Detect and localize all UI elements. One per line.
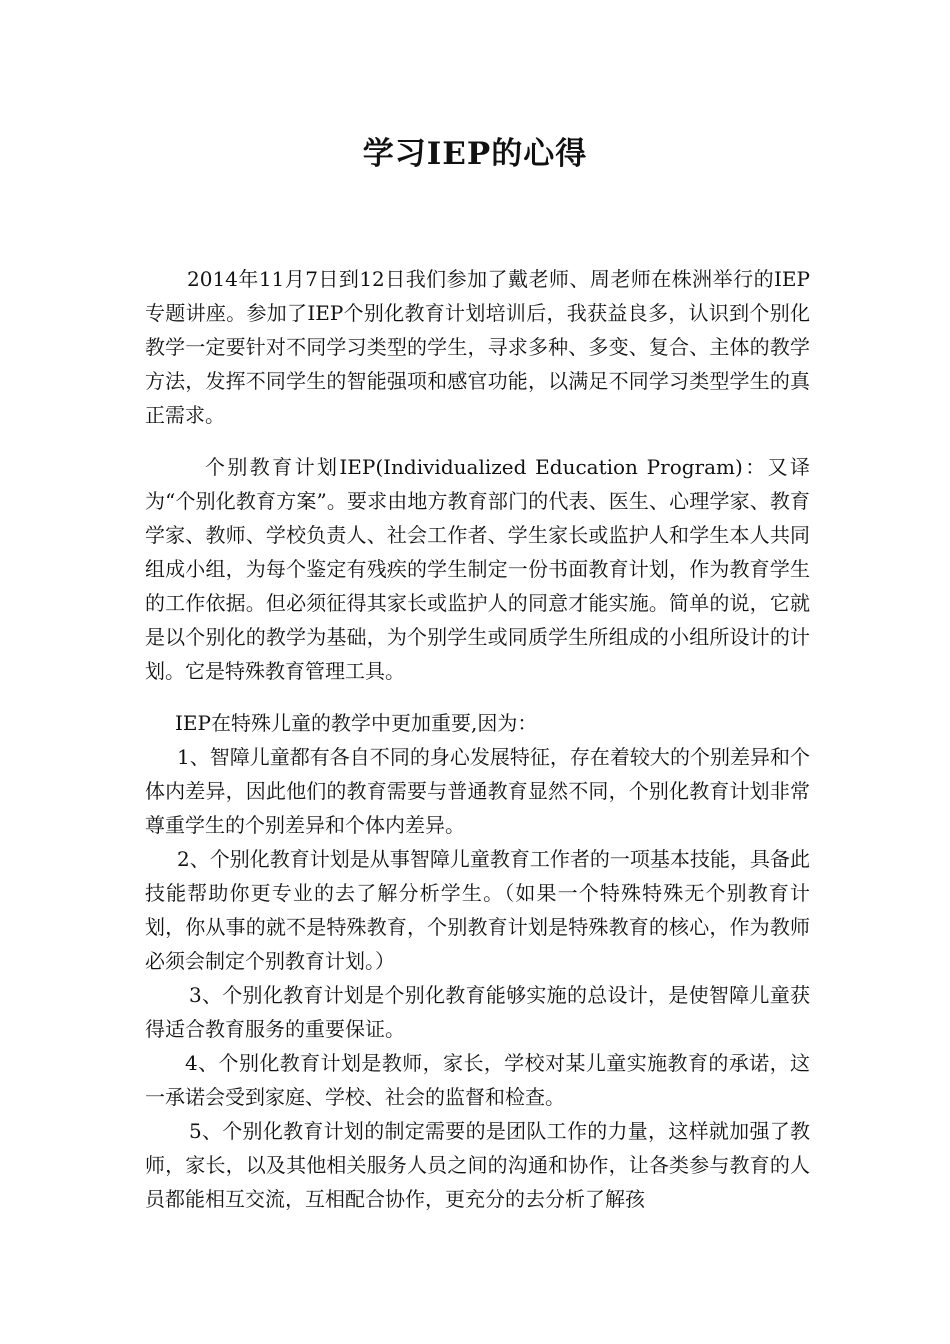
list-item: 2、个别化教育计划是从事智障儿童教育工作者的一项基本技能，具备此技能帮助你更专业的去了解分析学生。（如果一个特殊特殊无个别教育计划，你从事的就不是特殊教育，个别教育计划是特殊教育的核心，作为教师必须会制定个别教育计划。） (145, 847, 810, 973)
document-body (145, 262, 810, 1216)
paragraph-intro: 2014年11月7日到12日我们参加了戴老师、周老师在株洲举行的IEP专题讲座。参加了IEP个别化教育计划培训后，我获益良多，认识到个别化教学一定要针对不同学习类型的学生，寻求多种、多变、复合、主体的教学方法，发挥不同学生的智能强项和感官功能，以满足不同学习类型学生的真正需求。 (145, 267, 810, 427)
list-item: 3、个别化教育计划是个别化教育能够实施的总设计，是使智障儿童获得适合教育服务的重要保证。 (145, 983, 810, 1041)
list-item: 4、个别化教育计划是教师，家长，学校对某儿童实施教育的承诺，这一承诺会受到家庭、学校、社会的监督和检查。 (145, 1051, 810, 1109)
list-item: 1、智障儿童都有各自不同的身心发展特征，存在着较大的个别差异和个体内差异，因此他们的教育需要与普通教育显然不同，个别化教育计划非常尊重学生的个别差异和个体内差异。 (145, 745, 810, 837)
list-item: 5、个别化教育计划的制定需要的是团队工作的力量，这样就加强了教师，家长，以及其他相关服务人员之间的沟通和协作，让各类参与教育的人员都能相互交流，互相配合协作，更充分的去分析了解孩 (145, 1119, 810, 1211)
paragraph-importance-heading: IEP在特殊儿童的教学中更加重要,因为： (175, 711, 538, 735)
paragraph-definition: 个别教育计划IEP(Individualized Education Program)：又译为“个别化教育方案”。要求由地方教育部门的代表、医生、心理学家、教育学家、教师、学校负责人、社会工作者、学生家长或监护人和学生本人共同组成小组，为每个鉴定有残疾的学生制定一份书面教育计划，作为教育学生的工作依据。但必须征得其家长或监护人的同意才能实施。简单的说，它就是以个别化的教学为基础，为个别学生或同质学生所组成的小组所设计的计划。它是特殊教育管理工具。 (145, 455, 810, 683)
document-title: 学习IEP的心得 (362, 136, 588, 172)
